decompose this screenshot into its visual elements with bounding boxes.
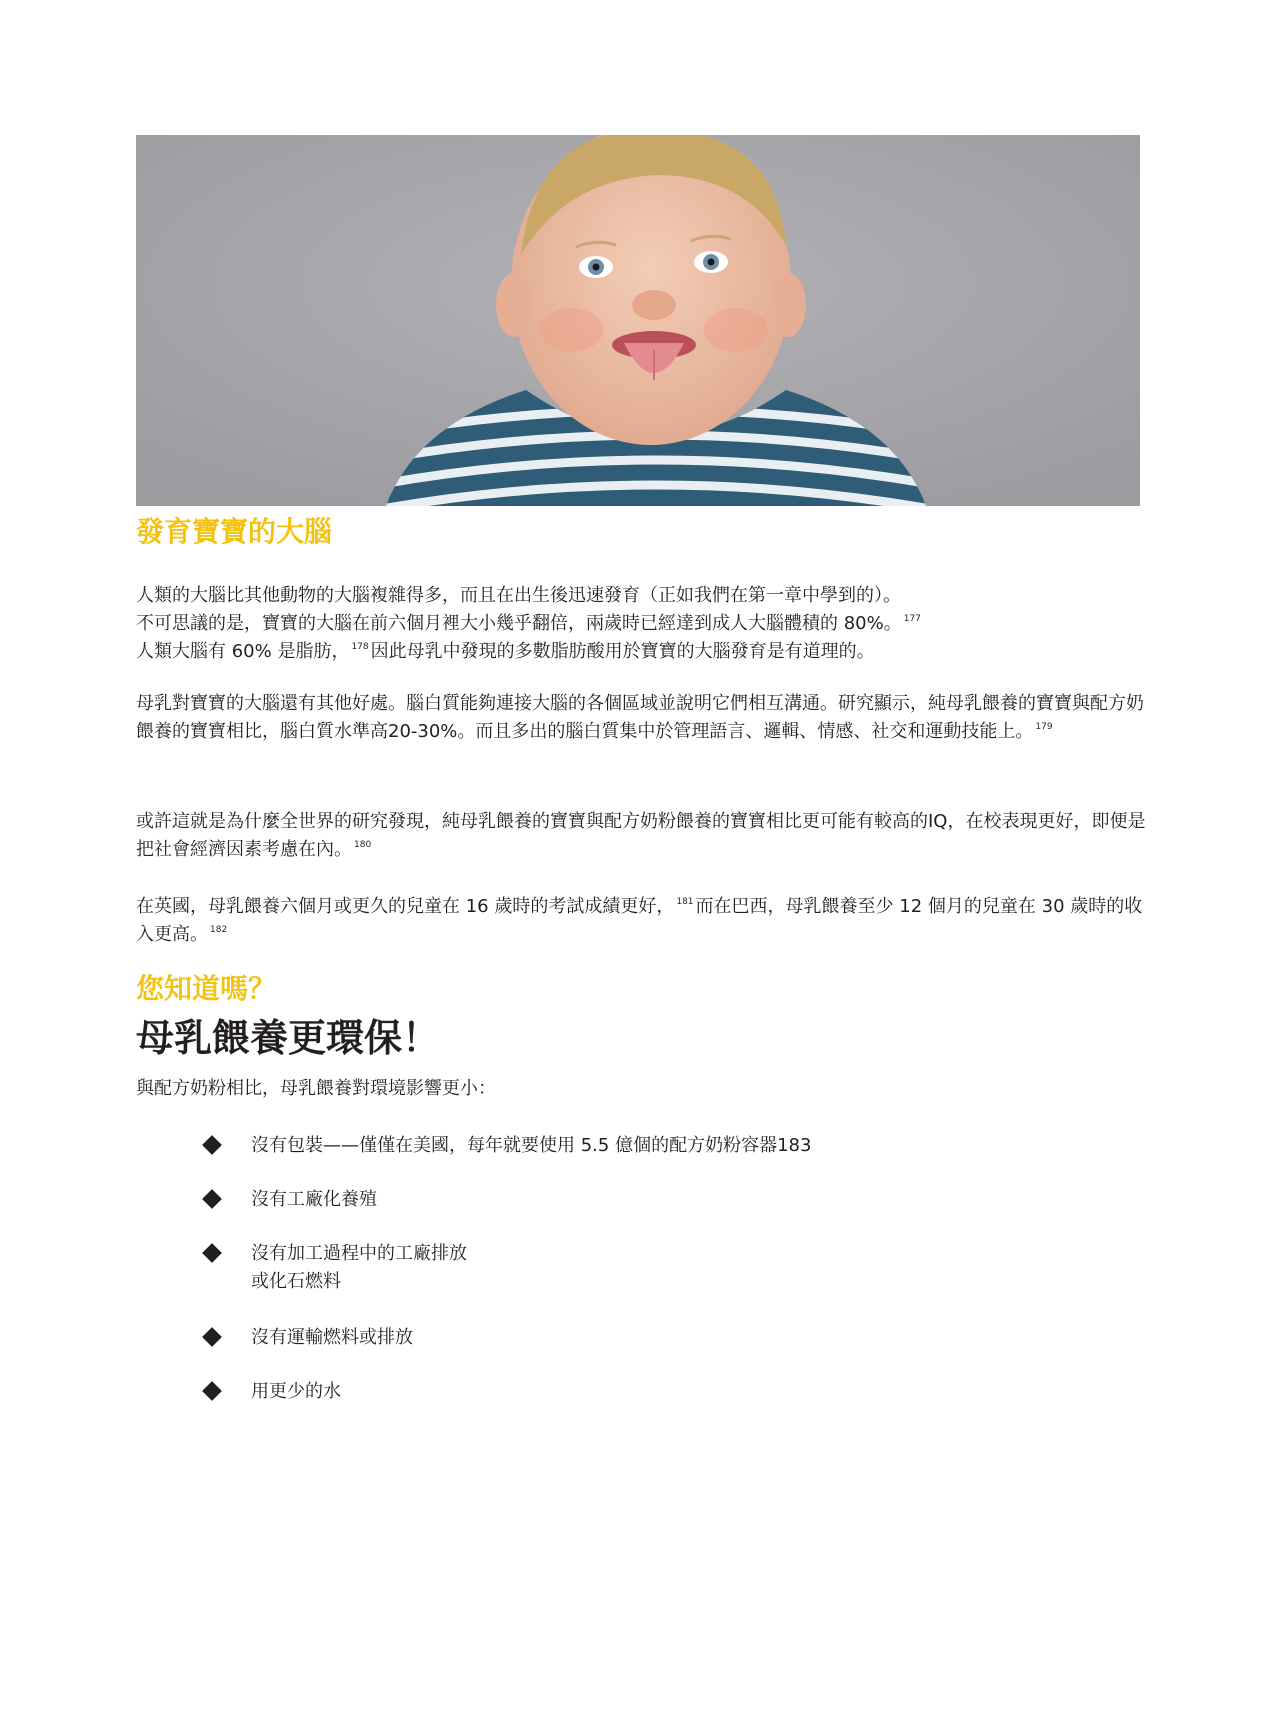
bullet-text: 沒有包裝——僅僅在美國，每年就要使用 5.5 億個的配方奶粉容器183 xyxy=(251,1135,812,1156)
bullet-text: 用更少的水 xyxy=(251,1381,341,1402)
bullet-text: 沒有工廠化養殖 xyxy=(251,1189,377,1210)
eco-intro: 與配方奶粉相比，母乳餵養對環境影響更小： xyxy=(136,1078,496,1099)
footnote-ref: 180 xyxy=(354,840,372,850)
brain-intro-line1: 人類的大腦比其他動物的大腦複雜得多，而且在出生後迅速發育（正如我們在第一章中學到的）。 xyxy=(136,585,901,606)
paragraph-iq xyxy=(136,808,1146,864)
paragraph-brain-intro xyxy=(136,582,1146,666)
brain-intro-line3a: 人類大腦有 60% 是脂肪， xyxy=(136,641,350,662)
footnote-ref: 177 xyxy=(903,614,921,624)
white-matter-text: 母乳對寶寶的大腦還有其他好處。腦白質能夠連接大腦的各個區域並說明它們相互溝通。研究顯示，純母乳餵養的寶寶與配方奶餵養的寶寶相比，腦白質水準高20-30%。而且多出的腦白質集中於管理語言、邏輯、情感、社交和運動技能上。 xyxy=(136,693,1144,742)
section-title-brain: 發育寶寶的大腦 xyxy=(136,515,333,548)
diamond-bullet-icon xyxy=(202,1189,222,1209)
footnote-ref: 178 xyxy=(351,642,369,652)
section-title-eco: 母乳餵養更環保！ xyxy=(136,1016,441,1060)
brazil-text: 而在巴西，母乳餵養至少 12 個月的兒童在 30 歲時的收入更高。 xyxy=(136,896,1143,945)
paragraph-white-matter xyxy=(136,690,1146,746)
diamond-bullet-icon xyxy=(202,1327,222,1347)
diamond-bullet-icon xyxy=(202,1135,222,1155)
footnote-ref: 181 xyxy=(676,897,694,907)
bullet-text-line1: 沒有加工過程中的工廠排放 xyxy=(251,1243,467,1264)
footnote-ref: 179 xyxy=(1035,722,1053,732)
diamond-bullet-icon xyxy=(202,1243,222,1263)
brain-intro-line2: 不可思議的是，寶寶的大腦在前六個月裡大小幾乎翻倍，兩歲時已經達到成人大腦體積的 80%。 xyxy=(136,613,902,634)
uk-text: 在英國，母乳餵養六個月或更久的兒童在 16 歲時的考試成績更好， xyxy=(136,896,675,917)
bullet-text: 沒有運輸燃料或排放 xyxy=(251,1327,413,1348)
did-you-know-kicker: 您知道嗎？ xyxy=(136,972,277,1005)
footnote-ref: 182 xyxy=(210,925,228,935)
bullet-text xyxy=(251,1240,1051,1296)
baby-illustration xyxy=(136,135,1140,506)
baby-photo xyxy=(136,135,1140,506)
brain-intro-line3b: 因此母乳中發現的多數脂肪酸用於寶寶的大腦發育是有道理的。 xyxy=(370,641,875,662)
iq-text: 或許這就是為什麼全世界的研究發現，純母乳餵養的寶寶與配方奶粉餵養的寶寶相比更可能有較高的IQ，在校表現更好，即便是把社會經濟因素考慮在內。 xyxy=(136,811,1146,860)
diamond-bullet-icon xyxy=(202,1381,222,1401)
bullet-text-line2: 或化石燃料 xyxy=(251,1271,341,1292)
paragraph-uk-brazil xyxy=(136,893,1146,949)
